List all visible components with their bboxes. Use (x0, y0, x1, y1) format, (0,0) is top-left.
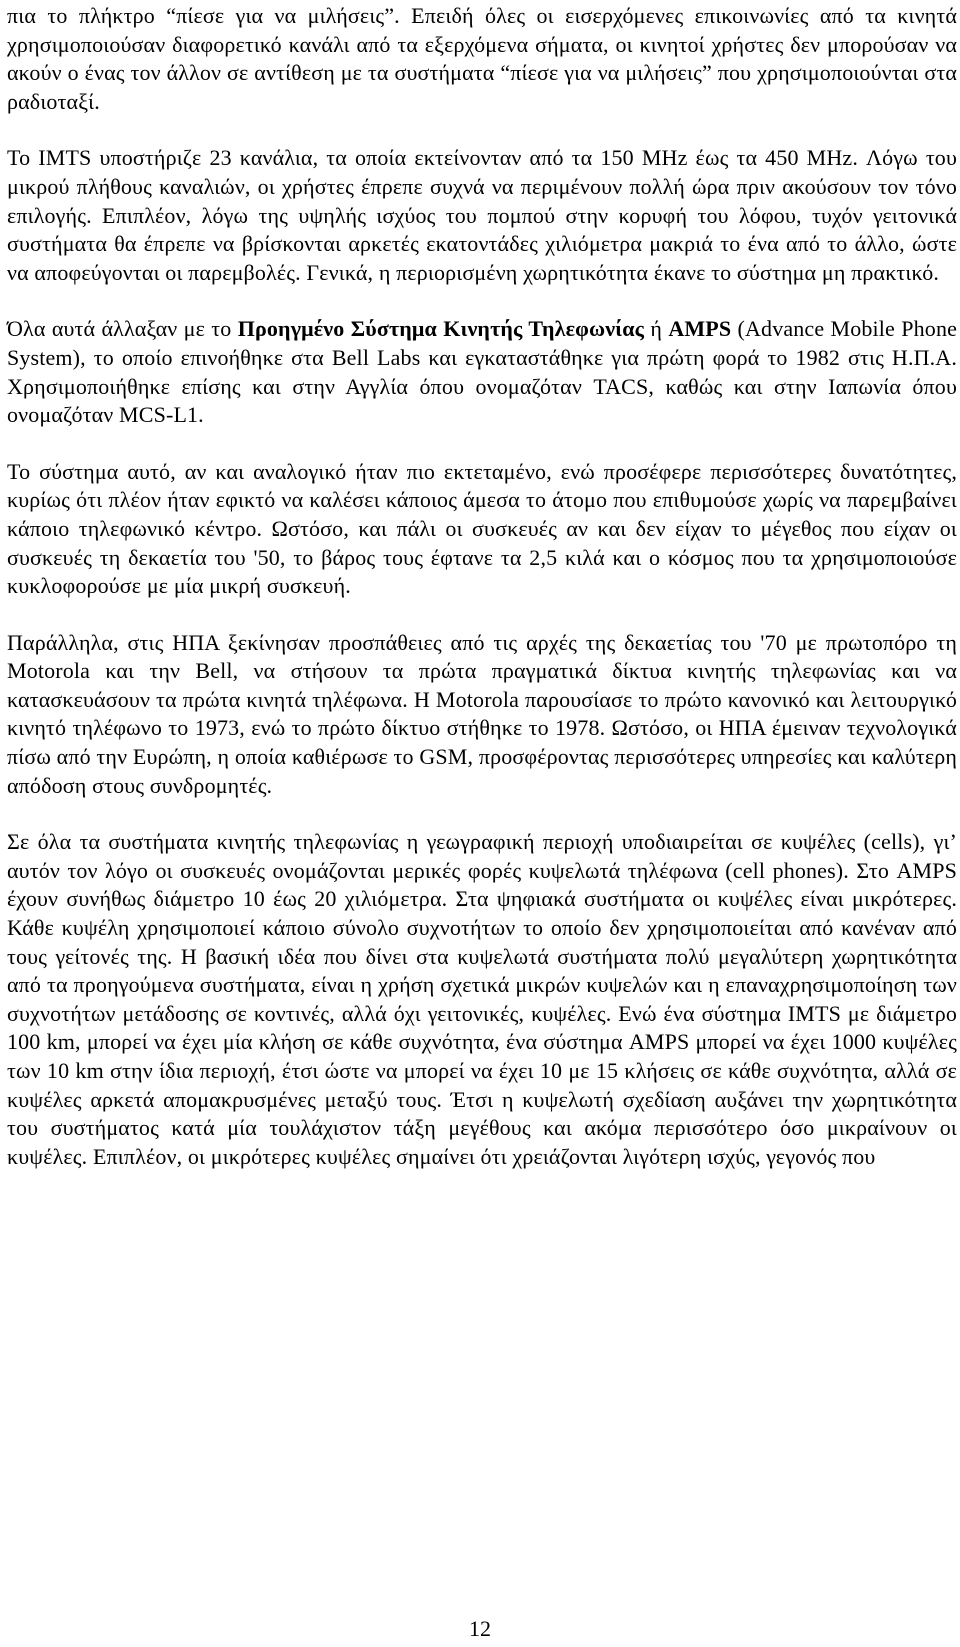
amps-intro-text: Όλα αυτά άλλαξαν με το (7, 316, 238, 342)
document-page (7, 0, 957, 1171)
amps-bold-term: Προηγμένο Σύστημα Κινητής Τηλεφωνίας (237, 316, 645, 342)
paragraph-cells: Σε όλα τα συστήματα κινητής τηλεφωνίας η γεωγραφική περιοχή υποδιαιρείται σε κυψέλες (cells), γι’ αυτόν τον λόγο οι συσκευές ονομάζονται μερικές φορές κυψελωτά τηλέφωνα (cell phones). Στο AMPS έχουν συνήθως διάμετρο 10 έως 20 χιλιόμετρα. Στα ψηφιακά συστήματα οι κυψέλες είναι μικρότερες. Κάθε κυψέλη χρησιμοποιεί κάποιο σύνολο συχνοτήτων το οποίο δεν χρησιμοποιείται από κανέναν από τους γείτονές της. Η βασική ιδέα που δίνει στα κυψελωτά συστήματα πολύ μεγαλύτερη χωρητικότητα από τα προηγούμενα συστήματα, είναι η χρήση σχετικά μικρών κυψελών και η επαναχρησιμοποίηση των συχνοτήτων μετάδοσης σε κοντινές, αλλά όχι γειτονικές, κυψέλες. Ενώ ένα σύστημα IMTS με διάμετρο 100 km, μπορεί να έχει μία κλήση σε κάθε συχνότητα, ένα σύστημα AMPS μπορεί να έχει 1000 κυψέλες των 10 km στην ίδια περιοχή, έτσι ώστε να μπορεί να έχει 10 με 15 κλήσεις σε κάθε συχνότητα, αλλά σε κυψέλες αρκετά απομακρυσμένες μεταξύ τους. Έτσι η κυψελωτή σχεδίαση αυξάνει την χωρητικότητα του συστήματος κατά μία τουλάχιστον τάξη μεγέθους και ακόμα περισσότερο όσο μικραίνουν οι κυψέλες. Επιπλέον, οι μικρότερες κυψέλες σημαίνει ότι χρειάζονται λιγότερη ισχύς, γεγονός που (7, 829, 957, 1169)
amps-or-text: ή (644, 316, 669, 342)
paragraph-analog-system: Το σύστημα αυτό, αν και αναλογικό ήταν πιο εκτεταμένο, ενώ προσέφερε περισσότερες δυνατότητες, κυρίως ότι πλέον ήταν εφικτό να καλέσει κάποιος άμεσα το άτομο που επιθυμούσε χωρίς να παρεμβαίνει κάποιο τηλεφωνικό κέντρο. Ωστόσο, και πάλι οι συσκευές αν και δεν είχαν το μέγεθος που είχαν οι συσκευές τη δεκαετία του '50, το βάρος τους έφτανε τα 2,5 κιλά και ο κόσμος που τα χρησιμοποιούσε κυκλοφορούσε με μία μικρή συσκευή. (7, 458, 957, 599)
amps-bold-acronym: AMPS (668, 316, 732, 342)
paragraph-amps-intro (7, 315, 957, 429)
page-number: 12 (469, 1616, 491, 1641)
paragraph-imts-channels: Το IMTS υποστήριζε 23 κανάλια, τα οποία εκτείνονταν από τα 150 MHz έως τα 450 MHz. Λόγω του μικρού πλήθους καναλιών, οι χρήστες έπρεπε συχνά να περιμένουν πολλή ώρα πριν ακούσουν τον τόνο επιλογής. Επιπλέον, λόγω της υψηλής ισχύος του πομπού στην κορυφή του λόφου, τυχόν γειτονικά συστήματα θα έπρεπε να βρίσκονται αρκετές εκατοντάδες χιλιόμετρα μακριά το ένα από το άλλο, ώστε να αποφεύγονται οι παρεμβολές. Γενικά, η περιορισμένη χωρητικότητα έκανε το σύστημα μη πρακτικό. (7, 145, 957, 285)
amps-rest-text: (Advance Mobile Phone System), το οποίο επινοήθηκε στα Bell Labs και εγκαταστάθηκε για πρώτη φορά το 1982 στις Η.Π.Α. Χρησιμοποιήθηκε επίσης και στην Αγγλία όπου ονομαζόταν TACS, καθώς και στην Ιαπωνία όπου ονομαζόταν MCS-L1. (7, 316, 958, 428)
paragraph-push-to-talk: πια το πλήκτρο “πίεσε για να μιλήσεις”. Επειδή όλες οι εισερχόμενες επικοινωνίες από τα κινητά χρησιμοποιούσαν διαφορετικό κανάλι από τα εξερχόμενα σήματα, οι κινητοί χρήστες δεν μπορούσαν να ακούν ο ένας τον άλλον σε αντίθεση με τα συστήματα “πίεσε για να μιλήσεις” που χρησιμοποιούνται στα ραδιοταξί. (7, 3, 957, 114)
paragraph-usa-motorola: Παράλληλα, στις ΗΠΑ ξεκίνησαν προσπάθειες από τις αρχές της δεκαετίας του '70 με πρωτοπόρο τη Motorola και την Bell, να στήσουν τα πρώτα πραγματικά δίκτυα κινητής τηλεφωνίας και να κατασκευάσουν τα πρώτα κινητά τηλέφωνα. Η Motorola παρουσίασε το πρώτο κανονικό και λειτουργικό κινητό τηλέφωνο το 1973, ενώ το πρώτο δίκτυο στήθηκε το 1978. Ωστόσο, οι ΗΠΑ έμειναν τεχνολογικά πίσω από την Ευρώπη, η οποία καθιέρωσε το GSM, προσφέροντας περισσότερες υπηρεσίες και καλύτερη απόδοση στους συνδρομητές. (7, 629, 957, 798)
